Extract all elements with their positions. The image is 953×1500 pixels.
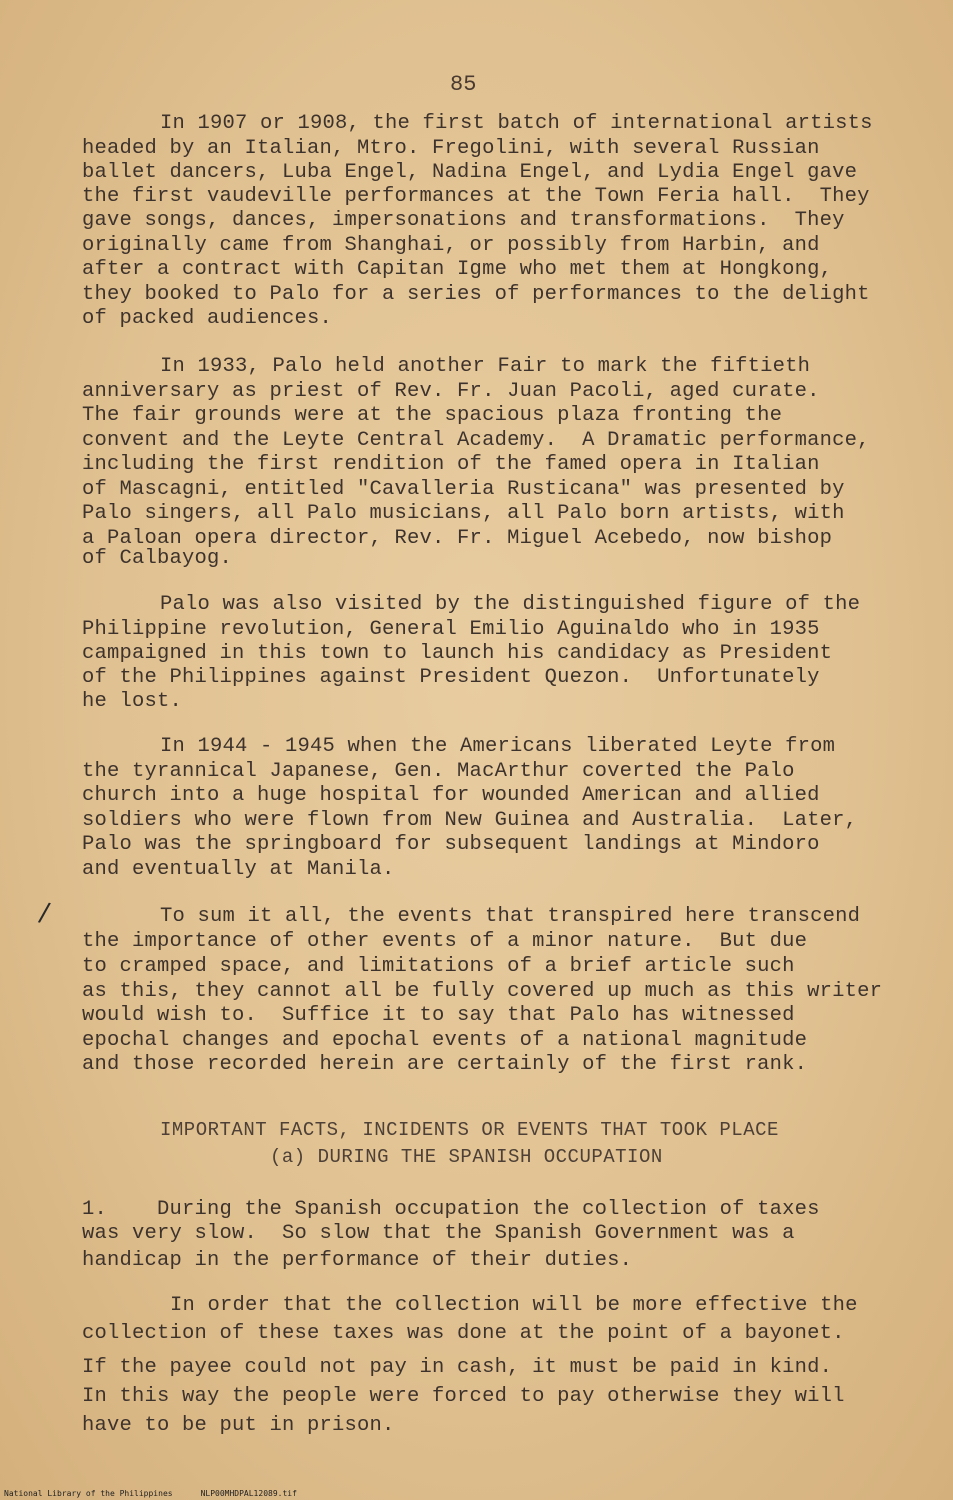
text-line: Palo singers, all Palo musicians, all Palo born artists, with (82, 502, 845, 525)
text-line: In 1907 or 1908, the first batch of international artists (160, 112, 873, 135)
text-line: of Calbayog. (82, 547, 233, 570)
text-line: ballet dancers, Luba Engel, Nadina Engel, and Lydia Engel gave (82, 161, 858, 184)
text-line: In order that the collection will be more effective the (170, 1294, 858, 1317)
text-line: soldiers who were flown from New Guinea and Australia. Later, (82, 809, 858, 832)
text-line: after a contract with Capitan Igme who met them at Hongkong, (82, 258, 833, 281)
text-line: as this, they cannot all be fully covered up much as this writer (82, 980, 883, 1003)
text-line: including the first rendition of the famed opera in Italian (82, 453, 820, 476)
heading-line: IMPORTANT FACTS, INCIDENTS OR EVENTS THAT TOOK PLACE (160, 1119, 779, 1141)
text-line: Palo was the springboard for subsequent landings at Mindoro (82, 833, 820, 856)
text-line: anniversary as priest of Rev. Fr. Juan Pacoli, aged curate. (82, 380, 820, 403)
text-line: would wish to. Suffice it to say that Palo has witnessed (82, 1004, 795, 1027)
text-line: gave songs, dances, impersonations and transformations. They (82, 209, 845, 232)
text-line: the importance of other events of a minor nature. But due (82, 930, 808, 953)
heading-subline: (a) DURING THE SPANISH OCCUPATION (270, 1146, 663, 1168)
margin-pen-mark: / (36, 897, 52, 929)
text-line: the first vaudeville performances at the Town Feria hall. They (82, 185, 870, 208)
text-line: was very slow. So slow that the Spanish Government was a (82, 1222, 795, 1245)
text-line: and those recorded herein are certainly of the first rank. (82, 1053, 808, 1076)
footer-filename: NLP00MHDPAL12089.tif (200, 1489, 297, 1498)
text-line: of Mascagni, entitled "Cavalleria Rusticana" was presented by (82, 478, 845, 501)
text-line: If the payee could not pay in cash, it must be paid in kind. (82, 1356, 833, 1379)
text-line: In 1944 - 1945 when the Americans liberated Leyte from (160, 735, 836, 758)
footer-library: National Library of the Philippines (4, 1489, 173, 1498)
text-line: In 1933, Palo held another Fair to mark the fiftieth (160, 355, 811, 378)
text-line: of packed audiences. (82, 307, 333, 330)
text-line: originally came from Shanghai, or possibly from Harbin, and (82, 234, 820, 257)
text-line: Philippine revolution, General Emilio Aguinaldo who in 1935 (82, 618, 820, 641)
text-line: The fair grounds were at the spacious plaza fronting the (82, 404, 783, 427)
text-line: convent and the Leyte Central Academy. A Dramatic performance, (82, 429, 870, 452)
text-line: campaigned in this town to launch his candidacy as President (82, 642, 833, 665)
text-line: Palo was also visited by the distinguished figure of the (160, 593, 861, 616)
text-line: to cramped space, and limitations of a brief article such (82, 955, 795, 978)
text-line: collection of these taxes was done at the point of a bayonet. (82, 1322, 845, 1345)
text-line: church into a huge hospital for wounded American and allied (82, 784, 820, 807)
text-line: 1. During the Spanish occupation the collection of taxes (82, 1198, 820, 1221)
text-line: handicap in the performance of their duties. (82, 1249, 633, 1272)
text-line: the tyrannical Japanese, Gen. MacArthur coverted the Palo (82, 760, 795, 783)
text-line: In this way the people were forced to pay otherwise they will (82, 1385, 845, 1408)
text-line: have to be put in prison. (82, 1414, 395, 1437)
text-line: epochal changes and epochal events of a national magnitude (82, 1029, 808, 1052)
text-line: To sum it all, the events that transpired here transcend (160, 905, 861, 928)
text-line: a Paloan opera director, Rev. Fr. Miguel Acebedo, now bishop (82, 527, 833, 550)
text-line: and eventually at Manila. (82, 858, 395, 881)
page-number: 85 (450, 72, 477, 97)
text-line: they booked to Palo for a series of performances to the delight (82, 283, 870, 306)
text-line: headed by an Italian, Mtro. Fregolini, with several Russian (82, 137, 820, 160)
scan-footer (4, 1489, 297, 1498)
text-line: he lost. (82, 690, 183, 713)
text-line: of the Philippines against President Quezon. Unfortunately (82, 666, 820, 689)
